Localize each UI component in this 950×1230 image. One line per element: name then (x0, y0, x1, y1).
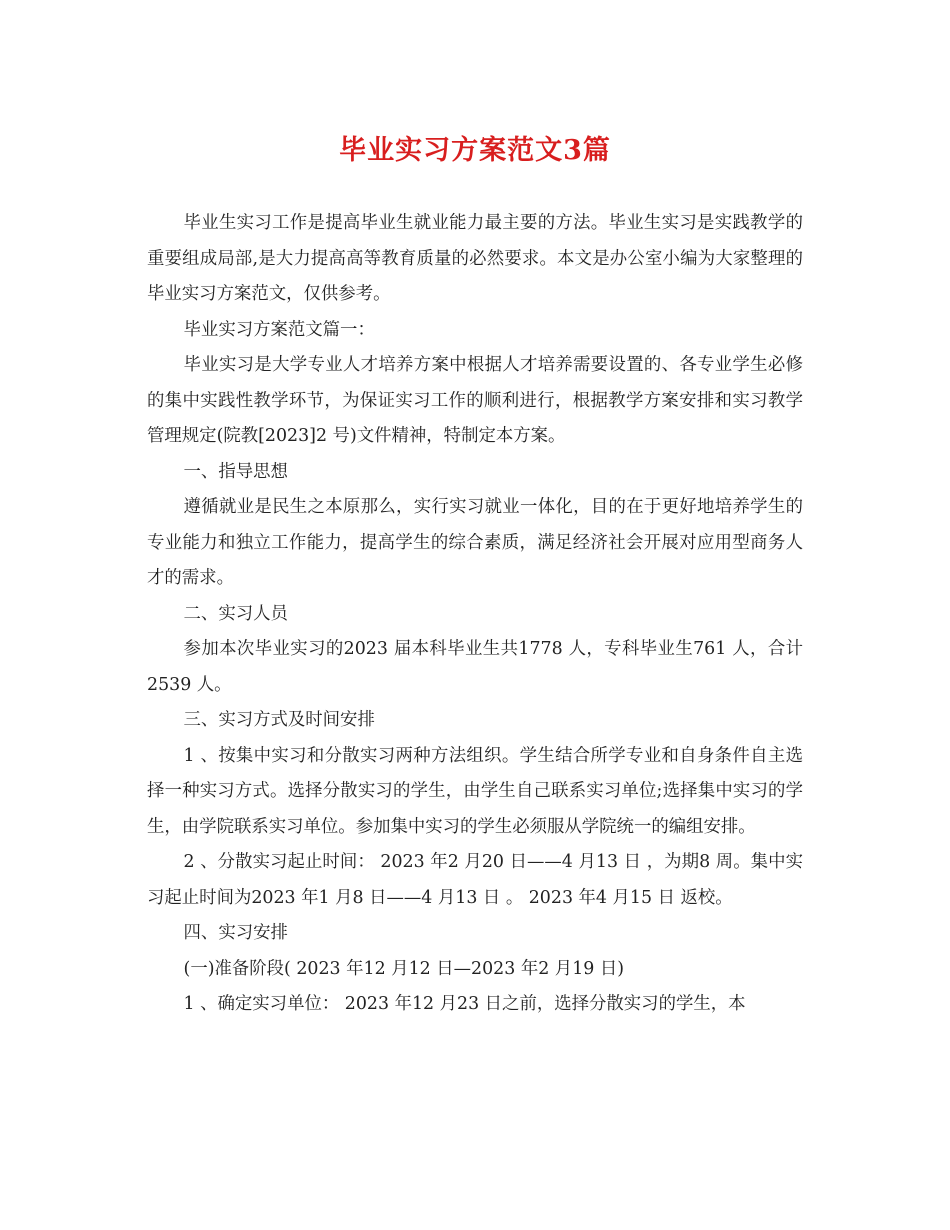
document-body (147, 206, 803, 1023)
document-title: 毕业实习方案范文3篇 (339, 135, 611, 166)
section-heading-part-one: 毕业实习方案范文篇一： (183, 319, 375, 340)
section-heading-arrangement: 四、实习安排 (183, 923, 288, 943)
section-heading-guiding-idea: 一、指导思想 (183, 461, 288, 482)
paragraph-personnel: 参加本次毕业实习的2023 届本科毕业生共1778 人，专科毕业生761 人，合计2539 人。 (147, 639, 803, 695)
subsection-heading-preparation: (一)准备阶段( 2023 年12 月12 日—2023 年2 月19 日) (183, 958, 625, 979)
section-heading-method-schedule: 三、实习方式及时间安排 (183, 710, 375, 730)
paragraph-schedule: 2 、分散实习起止时间： 2023 年2 月20 日——4 月13 日 ，为期8 周。集中实习起止时间为2023 年1 月8 日——4 月13 日 。 2023 年4 月15 日 返校。 (147, 852, 803, 908)
section-heading-personnel: 二、实习人员 (183, 603, 288, 624)
paragraph-confirm-unit: 1 、确定实习单位： 2023 年12 月23 日之前，选择分散实习的学生，本 (183, 994, 746, 1014)
paragraph-intro: 毕业生实习工作是提高毕业生就业能力最主要的方法。毕业生实习是实践教学的重要组成局部,是大力提高高等教育质量的必然要求。本文是办公室小编为大家整理的毕业实习方案范文，仅供参考。 (147, 213, 803, 304)
paragraph-method: 1 、按集中实习和分散实习两种方法组织。学生结合所学专业和自身条件自主选择一种实习方式。选择分散实习的学生，由学生自己联系实习单位;选择集中实习的学生，由学院联系实习单位。参加集中实习的学生必须服从学院统一的编组安排。 (147, 745, 803, 837)
paragraph-overview: 毕业实习是大学专业人才培养方案中根据人才培养需要设置的、各专业学生必修的集中实践性教学环节，为保证实习工作的顺利进行，根据教学方案安排和实习教学管理规定(院教[2023]2 号)文件精神，特制定本方案。 (147, 355, 803, 446)
paragraph-guiding-idea: 遵循就业是民生之本原那么，实行实习就业一体化，目的在于更好地培养学生的专业能力和独立工作能力，提高学生的综合素质，满足经济社会开展对应用型商务人才的需求。 (147, 497, 803, 588)
